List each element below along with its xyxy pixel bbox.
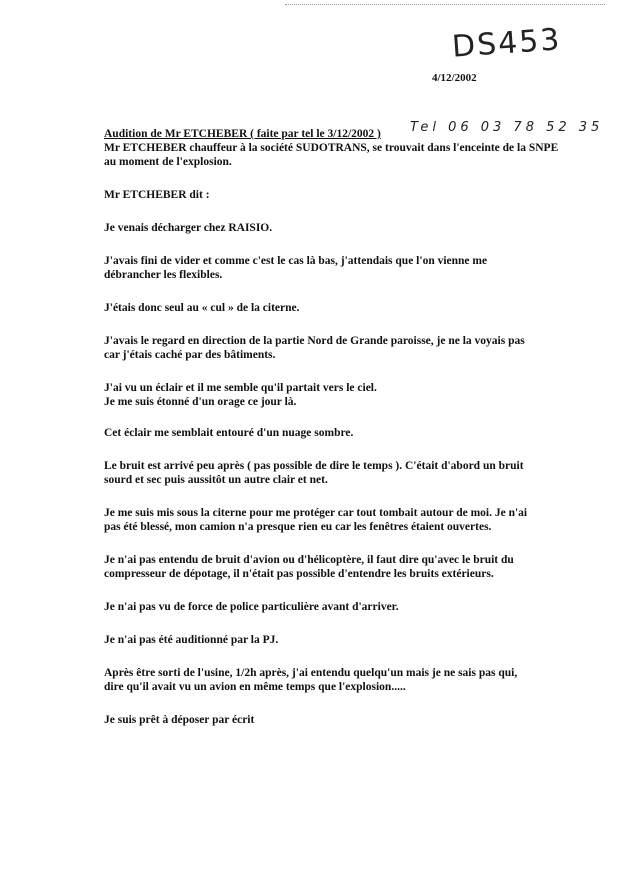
paragraph: J'étais donc seul au « cul » de la citerne. bbox=[104, 302, 300, 314]
intro-paragraph: Mr ETCHEBER chauffeur à la société SUDOTRANS, se trouvait dans l'enceinte de la SNPE au moment de l'explosion. bbox=[104, 142, 559, 168]
document-date: 4/12/2002 bbox=[432, 72, 477, 84]
paragraph: Après être sorti de l'usine, 1/2h après, j'ai entendu quelqu'un mais je ne sais pas qui, dire qu'il avait vu un avion en même temps que l'explosion..... bbox=[104, 667, 518, 693]
paragraph: Je n'ai pas été auditionné par la PJ. bbox=[104, 634, 279, 646]
document-body bbox=[104, 127, 564, 727]
paragraph: Je suis prêt à déposer par écrit bbox=[104, 714, 255, 726]
scan-artifact-line bbox=[285, 4, 605, 11]
audition-heading bbox=[104, 127, 564, 141]
testimony bbox=[104, 221, 564, 727]
audition-title: Audition de Mr ETCHEBER ( faite par tel le 3/12/2002 ) bbox=[104, 128, 381, 140]
handwritten-reference-code: DS453 bbox=[450, 22, 563, 65]
handwritten-phone-note: Tel 06 03 78 52 35 bbox=[410, 120, 604, 135]
paragraph: Le bruit est arrivé peu après ( pas possible de dire le temps ). C'était d'abord un bruit sourd et sec puis aussitôt un autre clair et net. bbox=[104, 460, 524, 486]
paragraph: Je n'ai pas entendu de bruit d'avion ou d'hélicoptère, il faut dire qu'avec le bruit du compresseur de dépotage, il n'était pas possible d'entendre les bruits extérieurs. bbox=[104, 554, 514, 580]
paragraph: J'avais le regard en direction de la partie Nord de Grande paroisse, je ne la voyais pas car j'étais caché par des bâtiments. bbox=[104, 335, 525, 361]
paragraph: J'avais fini de vider et comme c'est le cas là bas, j'attendais que l'on vienne me débrancher les flexibles. bbox=[104, 255, 488, 281]
paragraph: Je venais décharger chez RAISIO. bbox=[104, 222, 273, 234]
paragraph: J'ai vu un éclair et il me semble qu'il partait vers le ciel. Je me suis étonné d'un orage ce jour là. bbox=[104, 382, 377, 408]
speaker-line: Mr ETCHEBER dit : bbox=[104, 189, 210, 201]
paragraph: Cet éclair me semblait entouré d'un nuage sombre. bbox=[104, 427, 354, 439]
paragraph: Je n'ai pas vu de force de police particulière avant d'arriver. bbox=[104, 601, 399, 613]
paragraph: Je me suis mis sous la citerne pour me protéger car tout tombait autour de moi. Je n'ai pas été blessé, mon camion n'a presque rien eu car les fenêtres étaient ouvertes. bbox=[104, 507, 528, 533]
